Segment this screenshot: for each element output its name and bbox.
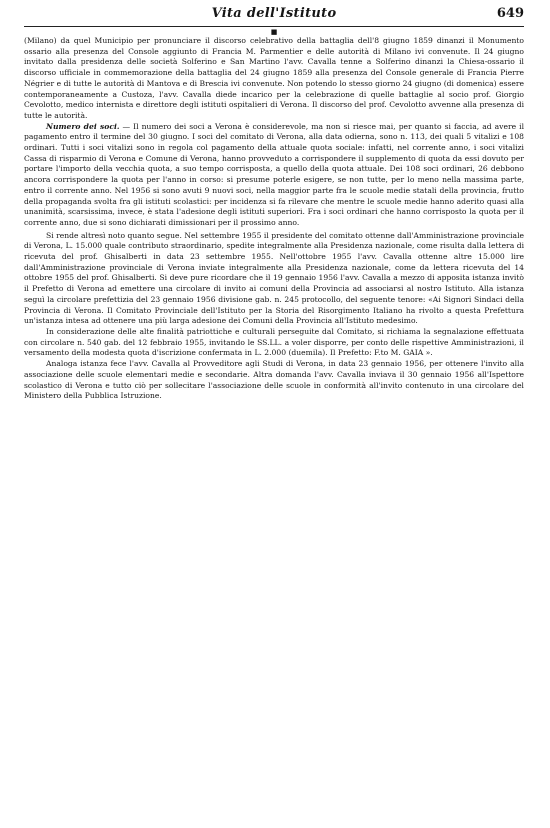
paragraph-numero-soci xyxy=(24,122,524,229)
paragraph-text: Si rende altresì noto quanto segue. Nel settembre 1955 il presidente del comitato ottenne dall'Amministrazione provinciale di Verona, L. 15.000 quale contributo straordinario, spedite integralmente alla Presidenza nazionale, come risulta dalla lettera di ricevuta del prof. Ghisalberti in data 23 settembre 1955. Nell'ottobre 1955 l'avv. Cavalla ottenne altre 15.000 lire dall'Amministrazione provinciale di Verona inviate integralmente alla Presidenza nazionale, come da lettera ricevuta del 14 ottobre 1955 del prof. Ghisalberti. Si deve pure ricordare che il 19 gennaio 1956 l'avv. Cavalla a mezzo di apposita istanza invitò il Prefetto di Verona ad emettere una circolare di invito ai comuni della Provincia ad associarsi al nostro Istituto. Alla istanza seguì la circolare prefettizia del 23 gennaio 1956 divisione gab. n. 245 protocollo, del seguente tenore: «Ai Signori Sindaci della Provincia di Verona. Il Comitato Provinciale dell'Istituto per la Storia del Risorgimento Italiano ha rivolto a questa Prefettura un'istanza intesa ad ottenere una più larga adesione dei Comuni della Provincia all'Istituto medesimo. xyxy=(24,230,524,326)
running-header xyxy=(24,6,524,27)
page-number: 649 xyxy=(496,6,524,21)
bullet-marker-icon: ■ xyxy=(270,28,278,36)
paragraph-text: Analoga istanza fece l'avv. Cavalla al Provveditore agli Studi di Verona, in data 23 gennaio 1956, per ottenere l'invito alla associazione delle scuole elementari medie e secondarie. Altra domanda l'avv. Cavalla inviava il 30 gennaio 1956 all'Ispettore scolastico di Verona e tutto ciò per sollecitare l'associazione delle scuole in conformità all'invito contenuto in una circolare del Ministero della Pubblica Istruzione. xyxy=(24,359,524,401)
paragraph-text: — Il numero dei soci a Verona è considerevole, ma non si riesce mai, per quanto si faccia, ad avere il pagamento entro il termine del 30 giugno. I soci del comitato di Verona, alla data odierna, sono n. 113, dei quali 5 vitalizi e 108 ordinari. Tutti i soci vitalizi sono in regola col pagamento della attuale quota sociale: infatti, nel corrente anno, i soci vitalizi Cassa di risparmio di Verona e Comune di Verona, hanno provveduto a corrispondere il supplemento di quota da essi dovuto per portare l'importo della vecchia quota, a suo tempo corrisposta, a quello della quota attuale. Dei 108 soci ordinari, 26 debbono ancora corrispondere la quota per l'anno in corso: si presume poterle esigere, se non tutte, per lo meno nella massima parte, entro il corrente anno. Nel 1956 si sono avuti 9 nuovi soci, nella maggior parte fra le scuole medie statali della provincia, frutto della propaganda svolta fra gli istituti scolastici: per incidenza si fa rilevare che mentre le scuole medie hanno aderito quasi alla unanimità, scarsissima, invece, è stata l'adesione degli istituti superiori. Fra i soci ordinari che hanno corrisposto la quota per il corrente anno, due si sono dichiarati dimissionari per il prossimo anno. xyxy=(24,121,525,227)
paragraph-text: (Milano) da quel Municipio per pronunciare il discorso celebrativo della battaglia dell'8 giugno 1859 dinanzi il Monumento ossario alla presenza del Console aggiunto di Francia M. Parmentier e delle autorità di Milano ivi convenute. Il 24 giugno invitato dalla presidenza delle società Solferino e San Martino l'avv. Cavalla tenne a Solferino dinanzi la Chiesa-ossario il discorso ufficiale in commemorazione della battaglia del 24 giugno 1859 alla presenza del Console generale di Francia Pierre Négrier e di tutte le autorità di Mantova e di Brescia ivi convenute. Non potendo lo stesso giorno 24 giugno (di domenica) essere contemporaneamente a Custoza, l'avv. Cavalla diede incarico per la celebrazione di quelle battaglie al socio prof. Giorgio Cevolotto, medico internista e direttore degli istituti ospitalieri di Verona. Il discorso del prof. Cevolotto avvenne alla presenza di tutte le autorità. xyxy=(24,36,524,120)
paragraph-continuation xyxy=(24,36,524,122)
paragraph-text: In considerazione delle alte finalità patriottiche e culturali perseguite dal Comitato, si richiama la segnalazione effettuata con circolare n. 540 gab. del 12 febbraio 1955, invitando le SS.LL. a voler disporre, per conto delle rispettive Amministrazioni, il versamento della modesta quota d'iscrizione confermata in L. 2.000 (duemila). Il Prefetto: F.to M. GAIA ». xyxy=(24,326,524,358)
section-title: Numero dei soci. xyxy=(46,121,120,131)
running-title: Vita dell'Istituto xyxy=(211,6,337,21)
paragraph-circolare xyxy=(24,327,524,359)
article-body xyxy=(24,36,524,402)
paragraph-contributi xyxy=(24,231,524,327)
paragraph-istanza xyxy=(24,359,524,402)
